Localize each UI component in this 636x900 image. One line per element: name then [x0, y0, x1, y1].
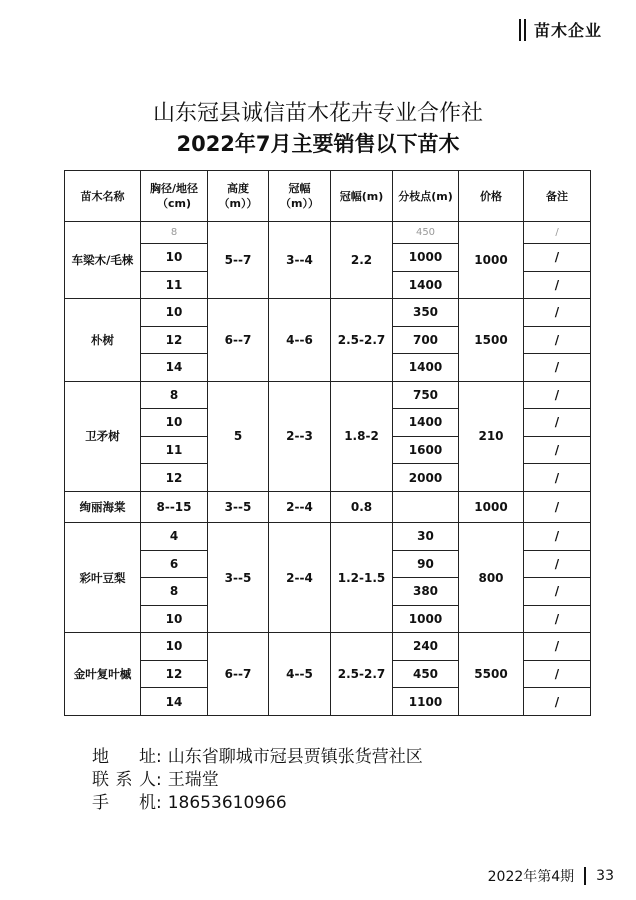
price-cell: 1500 [459, 299, 524, 382]
branch-cell: 750 [393, 381, 459, 409]
seedling-name: 绚丽海棠 [65, 491, 141, 522]
diameter-cell: 8 [141, 578, 208, 606]
issue-label: 2022年第4期 [487, 869, 575, 885]
crown-m-cell: 1.8-2 [331, 381, 393, 491]
page-footer [488, 866, 614, 886]
note-cell: / [524, 464, 591, 492]
seedling-name: 卫矛树 [65, 381, 141, 491]
crown-m-cell: 0.8 [331, 491, 393, 522]
address-label: 地址 [92, 747, 156, 767]
crown-m-cell: 1.2-1.5 [331, 523, 393, 633]
crown-cell: 4--5 [269, 633, 331, 716]
note-cell: / [524, 409, 591, 437]
page-subtitle: 2022年7月主要销售以下苗木 [176, 132, 460, 156]
crown-m-cell: 2.2 [331, 222, 393, 299]
note-cell: / [524, 633, 591, 661]
branch-cell: 1400 [393, 271, 459, 299]
diameter-cell: 11 [141, 271, 208, 299]
table-row [65, 299, 591, 327]
diameter-cell: 4 [141, 523, 208, 551]
branch-cell: 450 [393, 222, 459, 244]
note-cell: / [524, 523, 591, 551]
note-cell: / [524, 578, 591, 606]
column-header: 备注 [524, 171, 591, 222]
section-header [519, 18, 602, 41]
table-row [65, 491, 591, 522]
seedling-name: 车梁木/毛梾 [65, 222, 141, 299]
height-cell: 6--7 [208, 633, 269, 716]
diameter-cell: 10 [141, 409, 208, 437]
diameter-cell: 10 [141, 605, 208, 633]
phone-value: 18653610966 [167, 793, 287, 813]
price-cell: 210 [459, 381, 524, 491]
note-cell: / [524, 354, 591, 382]
diameter-cell: 10 [141, 633, 208, 661]
height-cell: 6--7 [208, 299, 269, 382]
crown-cell: 2--3 [269, 381, 331, 491]
diameter-cell: 12 [141, 464, 208, 492]
header-bars-icon [519, 19, 526, 41]
branch-cell: 2000 [393, 464, 459, 492]
note-cell: / [524, 271, 591, 299]
height-cell: 5--7 [208, 222, 269, 299]
column-header: 价格 [459, 171, 524, 222]
note-cell: / [524, 550, 591, 578]
person-label: 联系人 [92, 770, 156, 790]
branch-cell: 1000 [393, 244, 459, 272]
note-cell: / [524, 605, 591, 633]
person-value: 王瑞堂 [167, 770, 219, 790]
branch-cell: 1000 [393, 605, 459, 633]
note-cell: / [524, 326, 591, 354]
branch-cell: 1400 [393, 409, 459, 437]
height-cell: 5 [208, 381, 269, 491]
note-cell: / [524, 436, 591, 464]
crown-cell: 3--4 [269, 222, 331, 299]
crown-cell: 2--4 [269, 523, 331, 633]
diameter-cell: 11 [141, 436, 208, 464]
table-row [65, 222, 591, 244]
diameter-cell: 12 [141, 660, 208, 688]
branch-cell: 1100 [393, 688, 459, 716]
column-header: 分枝点(m) [393, 171, 459, 222]
column-header: 冠幅(m) [331, 171, 393, 222]
branch-cell: 1400 [393, 354, 459, 382]
price-cell: 1000 [459, 222, 524, 299]
section-label: 苗木企业 [533, 21, 602, 40]
diameter-cell: 12 [141, 326, 208, 354]
footer-divider [584, 867, 586, 885]
table-row [65, 633, 591, 661]
diameter-cell: 10 [141, 299, 208, 327]
branch-cell: 450 [393, 660, 459, 688]
column-header: 冠幅 （m）） [269, 171, 331, 222]
diameter-cell: 14 [141, 354, 208, 382]
address-value: 山东省聊城市冠县贾镇张货营社区 [167, 747, 423, 767]
height-cell: 3--5 [208, 523, 269, 633]
crown-cell: 2--4 [269, 491, 331, 522]
table-row [65, 381, 591, 409]
diameter-cell: 10 [141, 244, 208, 272]
crown-m-cell: 2.5-2.7 [331, 633, 393, 716]
branch-cell: 350 [393, 299, 459, 327]
diameter-cell: 6 [141, 550, 208, 578]
seedling-table [64, 170, 591, 716]
contact-block: 地址 : 山东省聊城市冠县贾镇张货营社区 联系人 : 王瑞堂 手机 : 18653610966 [92, 747, 423, 813]
page-number: 33 [596, 868, 614, 884]
column-header: 高度 （m）） [208, 171, 269, 222]
seedling-name: 彩叶豆梨 [65, 523, 141, 633]
branch-cell: 240 [393, 633, 459, 661]
branch-cell: 700 [393, 326, 459, 354]
diameter-cell: 8 [141, 222, 208, 244]
branch-cell: 380 [393, 578, 459, 606]
seedling-name: 朴树 [65, 299, 141, 382]
branch-cell [393, 491, 459, 522]
diameter-cell: 14 [141, 688, 208, 716]
note-cell: / [524, 660, 591, 688]
branch-cell: 90 [393, 550, 459, 578]
price-cell: 1000 [459, 491, 524, 522]
column-header: 苗木名称 [65, 171, 141, 222]
page-title: 山东冠县诚信苗木花卉专业合作社 [152, 101, 483, 126]
crown-cell: 4--6 [269, 299, 331, 382]
height-cell: 3--5 [208, 491, 269, 522]
note-cell: / [524, 688, 591, 716]
diameter-cell: 8--15 [141, 491, 208, 522]
table-header-row [65, 171, 591, 222]
price-cell: 5500 [459, 633, 524, 716]
diameter-cell: 8 [141, 381, 208, 409]
phone-label: 手机 [92, 793, 156, 813]
note-cell: / [524, 381, 591, 409]
note-cell: / [524, 491, 591, 522]
note-cell: / [524, 222, 591, 244]
note-cell: / [524, 244, 591, 272]
seedling-name: 金叶复叶槭 [65, 633, 141, 716]
branch-cell: 30 [393, 523, 459, 551]
column-header: 胸径/地径 （cm) [141, 171, 208, 222]
price-cell: 800 [459, 523, 524, 633]
branch-cell: 1600 [393, 436, 459, 464]
crown-m-cell: 2.5-2.7 [331, 299, 393, 382]
table-row [65, 523, 591, 551]
note-cell: / [524, 299, 591, 327]
